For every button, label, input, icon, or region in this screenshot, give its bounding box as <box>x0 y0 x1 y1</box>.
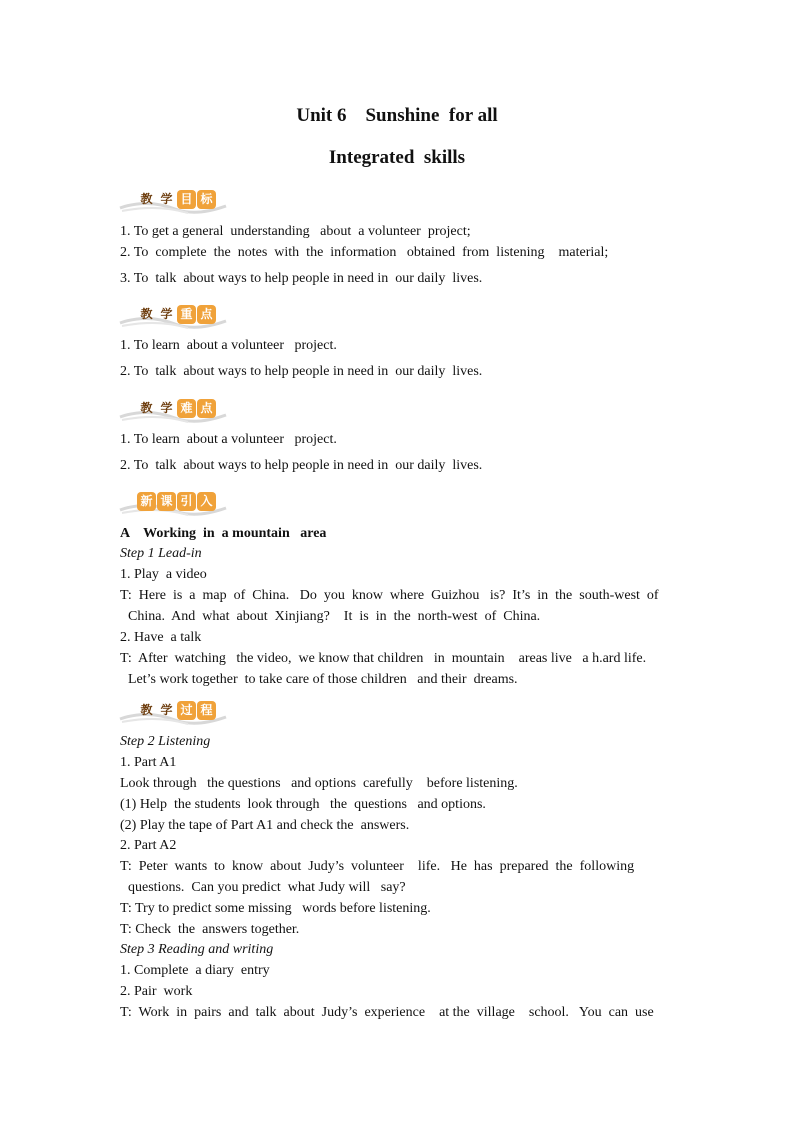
process-badge <box>118 697 228 725</box>
teacher-line: T: After watching the video, we know that children in mountain areas live a h.ard life. <box>120 651 647 666</box>
step-item: 2. Have a talk <box>120 630 202 645</box>
step-item: 2. Part A2 <box>120 838 177 853</box>
objective-item: 1. To get a general understanding about a volunteer project; <box>120 224 471 239</box>
step-item: (2) Play the tape of Part A1 and check the answers. <box>120 818 410 833</box>
key-point-item: 2. To talk about ways to help people in need in our daily lives. <box>120 364 483 379</box>
teacher-line: T: Here is a map of China. Do you know where Guizhou is? It’s in the south-west of <box>120 588 659 603</box>
teacher-line-cont: China. And what about Xinjiang? It is in the north-west of China. <box>128 609 541 624</box>
key-points-badge <box>118 301 228 329</box>
badge-char: 过 <box>177 701 196 720</box>
badge-char: 学 <box>160 192 173 206</box>
step-item: 1. Part A1 <box>120 755 177 770</box>
badge-char: 教 <box>140 192 153 206</box>
badge-char: 目 <box>177 190 196 209</box>
step-heading: Step 2 Listening <box>120 734 211 749</box>
step-heading: Step 1 Lead-in <box>120 546 202 561</box>
badge-char: 重 <box>177 305 196 324</box>
badge-char: 新 <box>137 492 156 511</box>
teacher-line: T: Work in pairs and talk about Judy’s experience at the village school. You can use <box>120 1005 654 1020</box>
badge-char: 程 <box>197 701 216 720</box>
objectives-badge <box>118 186 228 214</box>
step-item: (1) Help the students look through the questions and options. <box>120 797 486 812</box>
badge-char: 点 <box>197 399 216 418</box>
step-heading: Step 3 Reading and writing <box>120 942 274 957</box>
teacher-line: T: Try to predict some missing words before listening. <box>120 901 431 916</box>
badge-char: 标 <box>197 190 216 209</box>
step-item: Look through the questions and options carefully before listening. <box>120 776 518 791</box>
badge-char: 难 <box>177 399 196 418</box>
badge-char: 教 <box>140 307 153 321</box>
teacher-line: T: Peter wants to know about Judy’s volunteer life. He has prepared the following <box>120 859 635 874</box>
teacher-line-cont: questions. Can you predict what Judy will say? <box>128 880 406 895</box>
badge-char: 课 <box>157 492 176 511</box>
badge-char: 教 <box>140 401 153 415</box>
step-item: 1. Play a video <box>120 567 207 582</box>
difficulty-item: 1. To learn about a volunteer project. <box>120 432 337 447</box>
badge-char: 教 <box>140 703 153 717</box>
step-item: 1. Complete a diary entry <box>120 963 270 978</box>
teacher-line-cont: Let’s work together to take care of those children and their dreams. <box>128 672 518 687</box>
difficulty-item: 2. To talk about ways to help people in need in our daily lives. <box>120 458 483 473</box>
badge-char: 学 <box>160 401 173 415</box>
section-heading: A Working in a mountain area <box>120 526 327 541</box>
objective-item: 3. To talk about ways to help people in need in our daily lives. <box>120 271 483 286</box>
badge-char: 点 <box>197 305 216 324</box>
page-subtitle: Integrated skills <box>328 147 466 168</box>
objective-item: 2. To complete the notes with the information obtained from listening material; <box>120 245 609 260</box>
page-title: Unit 6 Sunshine for all <box>296 105 498 126</box>
badge-char: 入 <box>197 492 216 511</box>
intro-badge <box>118 488 228 516</box>
badge-char: 引 <box>177 492 196 511</box>
badge-char: 学 <box>160 307 173 321</box>
key-point-item: 1. To learn about a volunteer project. <box>120 338 337 353</box>
difficulties-badge <box>118 395 228 423</box>
badge-char: 学 <box>160 703 173 717</box>
teacher-line: T: Check the answers together. <box>120 922 300 937</box>
step-item: 2. Pair work <box>120 984 193 999</box>
